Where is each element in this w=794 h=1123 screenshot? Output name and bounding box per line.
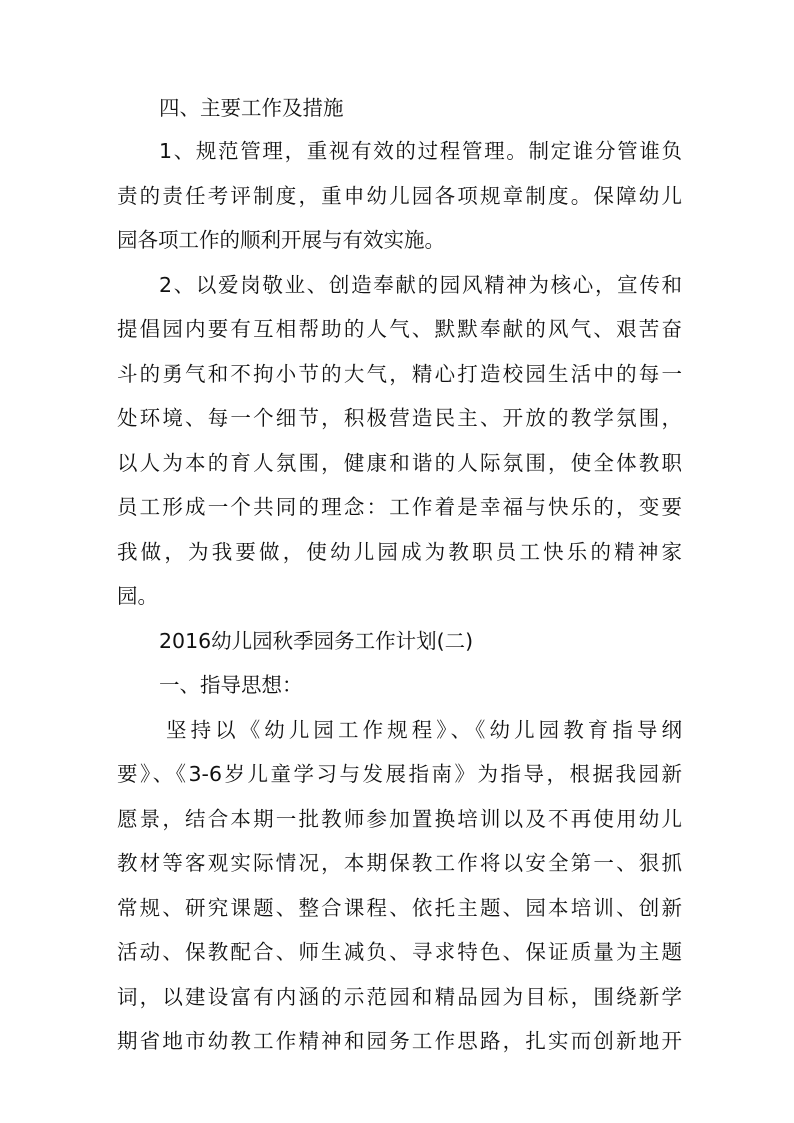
paragraph-line: 以人为本的育人氛围，健康和谐的人际氛围，使全体教职: [117, 451, 682, 475]
paragraph-line: 2、以爱岗敬业、创造奉献的园风精神为核心，宣传和: [159, 273, 682, 297]
paragraph-line: 园各项工作的顺利开展与有效实施。: [117, 228, 445, 252]
paragraph-line: 要》、《3-6岁儿童学习与发展指南》为指导，根据我园新: [117, 762, 682, 786]
paragraph-line: 我做，为我要做，使幼儿园成为教职员工快乐的精神家: [117, 540, 682, 564]
paragraph-line: 教材等客观实际情况，本期保教工作将以安全第一、狠抓: [117, 851, 682, 875]
paragraph-line: 提倡园内要有互相帮助的人气、默默奉献的风气、艰苦奋: [117, 317, 682, 341]
paragraph-line: 斗的勇气和不拘小节的大气，精心打造校园生活中的每一: [117, 362, 682, 386]
paragraph-line: 词，以建设富有内涵的示范园和精品园为目标，围绕新学: [117, 985, 682, 1009]
paragraph-line: 期省地市幼教工作精神和园务工作思路，扎实而创新地开: [117, 1029, 682, 1053]
paragraph-line: 处环境、每一个细节，积极营造民主、开放的教学氛围，: [117, 406, 682, 430]
section-heading-one: 一、指导思想：: [159, 673, 303, 697]
section-title: 2016幼儿园秋季园务工作计划(二): [159, 629, 474, 653]
paragraph-line: 常规、研究课题、整合课程、依托主题、园本培训、创新: [117, 896, 682, 920]
paragraph-line: 1、规范管理，重视有效的过程管理。制定谁分管谁负: [159, 139, 682, 163]
paragraph-line: 坚持以《幼儿园工作规程》、《幼儿园教育指导纲: [166, 718, 682, 742]
paragraph-line: 员工形成一个共同的理念：工作着是幸福与快乐的，变要: [117, 495, 682, 519]
section-heading-four: 四、主要工作及措施: [159, 96, 344, 120]
paragraph-line: 活动、保教配合、师生减负、寻求特色、保证质量为主题: [117, 940, 682, 964]
paragraph-line: 愿景，结合本期一批教师参加置换培训以及不再使用幼儿: [117, 807, 682, 831]
paragraph-line: 责的责任考评制度，重申幼儿园各项规章制度。保障幼儿: [117, 184, 682, 208]
paragraph-line: 园。: [117, 584, 158, 608]
